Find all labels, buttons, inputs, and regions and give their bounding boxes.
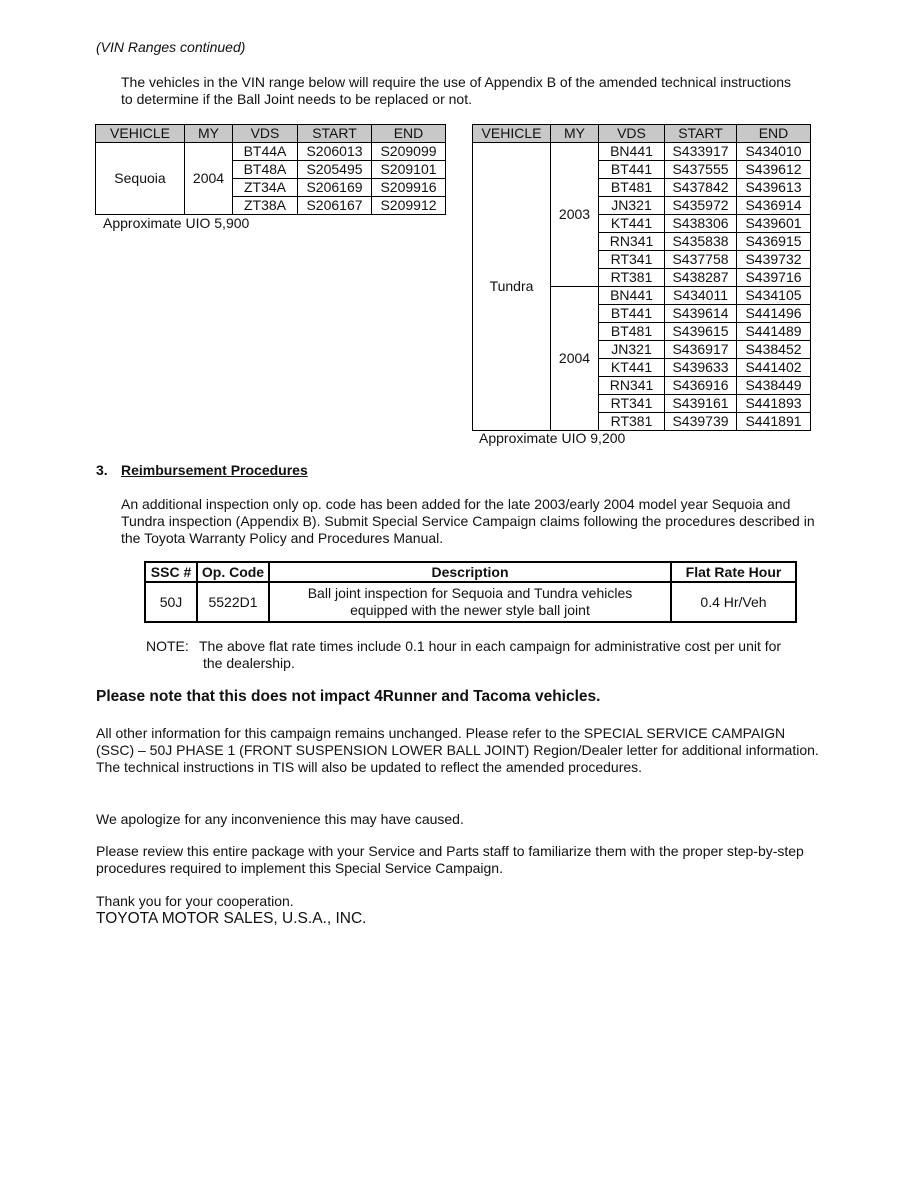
start-cell: S206167 <box>298 197 372 215</box>
start-cell: S435838 <box>665 233 737 251</box>
col-header-start: START <box>665 125 737 143</box>
note-line-2: the dealership. <box>203 655 295 671</box>
start-cell: S436916 <box>665 377 737 395</box>
section-title: Reimbursement Procedures <box>121 462 308 478</box>
col-header-vehicle: VEHICLE <box>96 125 185 143</box>
vds-cell: RT381 <box>599 269 665 287</box>
impact-notice: Please note that this does not impact 4Runner and Tacoma vehicles. <box>96 688 601 705</box>
col-header-end: END <box>737 125 811 143</box>
end-cell: S441496 <box>737 305 811 323</box>
start-cell: S435972 <box>665 197 737 215</box>
ssc-table <box>144 561 797 623</box>
vds-cell: JN321 <box>599 341 665 359</box>
end-cell: S436914 <box>737 197 811 215</box>
sequoia-uio: Approximate UIO 5,900 <box>103 215 250 231</box>
col-header-vds: VDS <box>599 125 665 143</box>
end-cell: S441893 <box>737 395 811 413</box>
col-header-flat-rate: Flat Rate Hour <box>671 562 796 582</box>
vds-cell: RT381 <box>599 413 665 431</box>
vds-cell: ZT38A <box>233 197 298 215</box>
start-cell: S205495 <box>298 161 372 179</box>
vds-cell: RT341 <box>599 251 665 269</box>
note-label: NOTE: <box>146 638 189 654</box>
start-cell: S438306 <box>665 215 737 233</box>
table-row <box>473 143 811 161</box>
ssc-cell: 50J <box>145 582 197 622</box>
model-year-cell: 2003 <box>551 143 599 287</box>
table-header-row <box>473 125 811 143</box>
vds-cell: BT481 <box>599 179 665 197</box>
end-cell: S209912 <box>372 197 446 215</box>
end-cell: S439613 <box>737 179 811 197</box>
vds-cell: JN321 <box>599 197 665 215</box>
col-header-my: MY <box>551 125 599 143</box>
col-header-end: END <box>372 125 446 143</box>
start-cell: S437842 <box>665 179 737 197</box>
tundra-uio: Approximate UIO 9,200 <box>479 430 626 446</box>
col-header-vds: VDS <box>233 125 298 143</box>
description-cell <box>269 582 671 622</box>
start-cell: S437555 <box>665 161 737 179</box>
table-row <box>96 143 446 161</box>
end-cell: S441402 <box>737 359 811 377</box>
col-header-vehicle: VEHICLE <box>473 125 551 143</box>
col-header-op-code: Op. Code <box>197 562 269 582</box>
end-cell: S439612 <box>737 161 811 179</box>
op-code-cell: 5522D1 <box>197 582 269 622</box>
end-cell: S441891 <box>737 413 811 431</box>
company-name: TOYOTA MOTOR SALES, U.S.A., INC. <box>96 910 367 927</box>
end-cell: S439716 <box>737 269 811 287</box>
tundra-vin-table <box>472 124 811 431</box>
model-year-cell: 2004 <box>185 143 233 215</box>
start-cell: S437758 <box>665 251 737 269</box>
vds-cell: KT441 <box>599 215 665 233</box>
start-cell: S436917 <box>665 341 737 359</box>
start-cell: S439633 <box>665 359 737 377</box>
vds-cell: RT341 <box>599 395 665 413</box>
end-cell: S434010 <box>737 143 811 161</box>
reimbursement-paragraph: An additional inspection only op. code has been added for the late 2003/early 2004 model year Sequoia and Tundra inspection (Appendix B). Submit Special Service Campaign claims following the procedures described in the Toyota Warranty Policy and Procedures Manual. <box>121 496 815 546</box>
intro-paragraph: The vehicles in the VIN range below will require the use of Appendix B of the amended technical instructions to determine if the Ball Joint needs to be replaced or not. <box>121 74 792 107</box>
end-cell: S438449 <box>737 377 811 395</box>
vds-cell: BT441 <box>599 305 665 323</box>
sequoia-vin-table <box>95 124 446 215</box>
start-cell: S439739 <box>665 413 737 431</box>
end-cell: S434105 <box>737 287 811 305</box>
table-row <box>145 582 796 622</box>
vds-cell: KT441 <box>599 359 665 377</box>
vds-cell: BT481 <box>599 323 665 341</box>
end-cell: S438452 <box>737 341 811 359</box>
col-header-description: Description <box>269 562 671 582</box>
start-cell: S206169 <box>298 179 372 197</box>
vehicle-cell: Tundra <box>473 143 551 431</box>
end-cell: S439601 <box>737 215 811 233</box>
note-text <box>199 638 823 672</box>
table-header-row <box>96 125 446 143</box>
vds-cell: BT441 <box>599 161 665 179</box>
thanks-line: Thank you for your cooperation. <box>96 893 294 909</box>
col-header-my: MY <box>185 125 233 143</box>
model-year-cell: 2004 <box>551 287 599 431</box>
vds-cell: BT48A <box>233 161 298 179</box>
continued-heading: (VIN Ranges continued) <box>96 39 246 55</box>
table-header-row <box>145 562 796 582</box>
col-header-start: START <box>298 125 372 143</box>
end-cell: S436915 <box>737 233 811 251</box>
end-cell: S209916 <box>372 179 446 197</box>
note-line-1: The above flat rate times include 0.1 hour in each campaign for administrative cost per unit for <box>199 638 782 654</box>
start-cell: S433917 <box>665 143 737 161</box>
start-cell: S439614 <box>665 305 737 323</box>
start-cell: S206013 <box>298 143 372 161</box>
vds-cell: BN441 <box>599 287 665 305</box>
apology-paragraph: We apologize for any inconvenience this may have caused. <box>96 811 464 827</box>
description-line-1: Ball joint inspection for Sequoia and Tundra vehicles <box>307 585 633 601</box>
start-cell: S439161 <box>665 395 737 413</box>
vehicle-cell: Sequoia <box>96 143 185 215</box>
info-paragraph: All other information for this campaign remains unchanged. Please refer to the SPECIAL SERVICE CAMPAIGN (SSC) – 50J PHASE 1 (FRONT SUSPENSION LOWER BALL JOINT) Region/Dealer letter for additional information. The technical instructions in TIS will also be updated to reflect the amended procedures. <box>96 725 819 775</box>
end-cell: S209101 <box>372 161 446 179</box>
vds-cell: BN441 <box>599 143 665 161</box>
description-line-2: equipped with the newer style ball joint <box>350 602 590 618</box>
vds-cell: RN341 <box>599 377 665 395</box>
review-paragraph: Please review this entire package with your Service and Parts staff to familiarize them with the proper step-by-step procedures required to implement this Special Service Campaign. <box>96 843 804 876</box>
end-cell: S441489 <box>737 323 811 341</box>
start-cell: S439615 <box>665 323 737 341</box>
col-header-ssc: SSC # <box>145 562 197 582</box>
flat-rate-cell: 0.4 Hr/Veh <box>671 582 796 622</box>
end-cell: S439732 <box>737 251 811 269</box>
start-cell: S434011 <box>665 287 737 305</box>
start-cell: S438287 <box>665 269 737 287</box>
vds-cell: ZT34A <box>233 179 298 197</box>
vds-cell: RN341 <box>599 233 665 251</box>
end-cell: S209099 <box>372 143 446 161</box>
section-number: 3. <box>96 462 108 478</box>
vds-cell: BT44A <box>233 143 298 161</box>
